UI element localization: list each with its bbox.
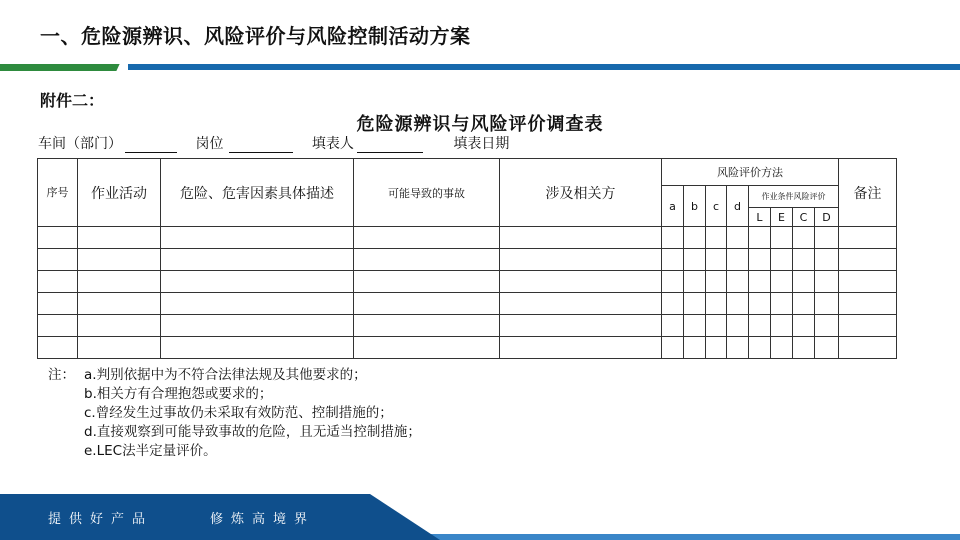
table-cell [749, 337, 771, 359]
table-cell [662, 337, 684, 359]
table-cell [749, 227, 771, 249]
table-row [38, 249, 897, 271]
table-cell [500, 227, 662, 249]
table-cell [78, 227, 161, 249]
table-cell [684, 293, 706, 315]
header-a: a [662, 186, 684, 227]
table-cell [354, 293, 500, 315]
table-cell [684, 337, 706, 359]
header-activity: 作业活动 [78, 159, 161, 227]
table-cell [78, 249, 161, 271]
field-position-line [229, 138, 293, 153]
table-cell [706, 337, 727, 359]
note-item: c.曾经发生过事故仍未采取有效防范、控制措施的； [84, 405, 393, 421]
table-cell [662, 227, 684, 249]
table-cell [354, 249, 500, 271]
field-workshop-label: 车间（部门） [38, 136, 122, 152]
table-cell [684, 249, 706, 271]
appendix-label: 附件二： [40, 91, 105, 110]
sheet-title: 危险源辨识与风险评价调查表 [356, 114, 604, 135]
table-cell [684, 227, 706, 249]
table-cell [706, 271, 727, 293]
table-cell [662, 315, 684, 337]
header-b: b [684, 186, 706, 227]
table-cell [727, 249, 749, 271]
table-cell [161, 271, 354, 293]
field-workshop-line [125, 138, 177, 153]
table-cell [78, 271, 161, 293]
note-item: d.直接观察到可能导致事故的危险，且无适当控制措施； [84, 424, 421, 440]
field-position-label: 岗位 [195, 136, 224, 152]
risk-survey-table [37, 158, 897, 359]
table-cell [500, 249, 662, 271]
table-cell [38, 337, 78, 359]
footer-banner [0, 494, 960, 540]
table-cell [706, 315, 727, 337]
table-cell [38, 271, 78, 293]
table-cell [771, 249, 793, 271]
field-position [195, 133, 293, 153]
header-lec-title: 作业条件风险评价 [749, 186, 839, 208]
footer-slogan-left: 提供好产品 [48, 512, 154, 527]
table-cell [839, 315, 897, 337]
table-cell [354, 337, 500, 359]
table-cell [727, 315, 749, 337]
table-cell [354, 227, 500, 249]
table-cell [727, 293, 749, 315]
table-cell [684, 271, 706, 293]
table-cell [839, 293, 897, 315]
table-cell [839, 271, 897, 293]
table-cell [161, 293, 354, 315]
header-seq: 序号 [38, 159, 78, 227]
header-D: D [815, 208, 839, 227]
header-C: C [793, 208, 815, 227]
header-divider [0, 64, 960, 71]
table-header-row [38, 159, 897, 186]
header-remark: 备注 [839, 159, 897, 227]
table-row [38, 227, 897, 249]
table-cell [38, 293, 78, 315]
header-party: 涉及相关方 [500, 159, 662, 227]
table-row [38, 293, 897, 315]
form-fields [38, 133, 523, 153]
header-d: d [727, 186, 749, 227]
table-cell [793, 337, 815, 359]
table-cell [662, 271, 684, 293]
field-filler [312, 133, 423, 153]
table-cell [815, 337, 839, 359]
footer-slogan-right: 修炼高境界 [210, 512, 316, 527]
table-cell [354, 271, 500, 293]
header-hazard: 危险、危害因素具体描述 [161, 159, 354, 227]
table-cell [749, 271, 771, 293]
table-cell [684, 315, 706, 337]
header-method: 风险评价方法 [662, 159, 839, 186]
table-cell [161, 315, 354, 337]
page-title: 一、危险源辨识、风险评价与风险控制活动方案 [40, 24, 471, 48]
table-cell [749, 293, 771, 315]
table-cell [727, 271, 749, 293]
table-cell [500, 271, 662, 293]
field-date-label: 填表日期 [453, 136, 510, 152]
table-cell [662, 249, 684, 271]
table-cell [793, 315, 815, 337]
table-cell [662, 293, 684, 315]
table-cell [771, 293, 793, 315]
table-cell [38, 249, 78, 271]
table-cell [161, 337, 354, 359]
table-cell [727, 227, 749, 249]
table-cell [793, 249, 815, 271]
table-cell [161, 227, 354, 249]
field-filler-label: 填表人 [311, 136, 354, 152]
note-item: e.LEC法半定量评价。 [84, 443, 217, 459]
table-cell [161, 249, 354, 271]
table-row [38, 271, 897, 293]
table-cell [771, 271, 793, 293]
table-cell [815, 249, 839, 271]
table-row [38, 337, 897, 359]
table-cell [771, 315, 793, 337]
table-cell [815, 271, 839, 293]
header-E: E [771, 208, 793, 227]
field-date [453, 133, 509, 153]
header-c: c [706, 186, 727, 227]
header-accident: 可能导致的事故 [354, 159, 500, 227]
table-cell [749, 249, 771, 271]
table-cell [706, 227, 727, 249]
field-workshop [38, 133, 177, 153]
note-item: a.判别依据中为不符合法律法规及其他要求的； [84, 367, 367, 383]
note-item: b.相关方有合理抱怨或要求的； [84, 386, 273, 402]
notes-label: 注： [48, 367, 75, 383]
table-cell [815, 293, 839, 315]
table-cell [839, 249, 897, 271]
table-cell [815, 315, 839, 337]
table-cell [793, 227, 815, 249]
table-cell [354, 315, 500, 337]
table-cell [78, 293, 161, 315]
table-cell [727, 337, 749, 359]
table-cell [771, 337, 793, 359]
table-cell [771, 227, 793, 249]
notes [48, 366, 421, 461]
table-cell [500, 315, 662, 337]
header-divider-green [0, 64, 120, 71]
header-L: L [749, 208, 771, 227]
table-cell [839, 337, 897, 359]
table-cell [500, 293, 662, 315]
table-cell [793, 293, 815, 315]
table-cell [815, 227, 839, 249]
table-cell [706, 249, 727, 271]
table-row [38, 315, 897, 337]
table-cell [500, 337, 662, 359]
table-cell [38, 227, 78, 249]
table-cell [749, 315, 771, 337]
table-cell [793, 271, 815, 293]
header-divider-blue [128, 64, 960, 70]
table-cell [706, 293, 727, 315]
field-filler-line [357, 138, 423, 153]
table-cell [38, 315, 78, 337]
table-cell [839, 227, 897, 249]
table-cell [78, 315, 161, 337]
table-cell [78, 337, 161, 359]
